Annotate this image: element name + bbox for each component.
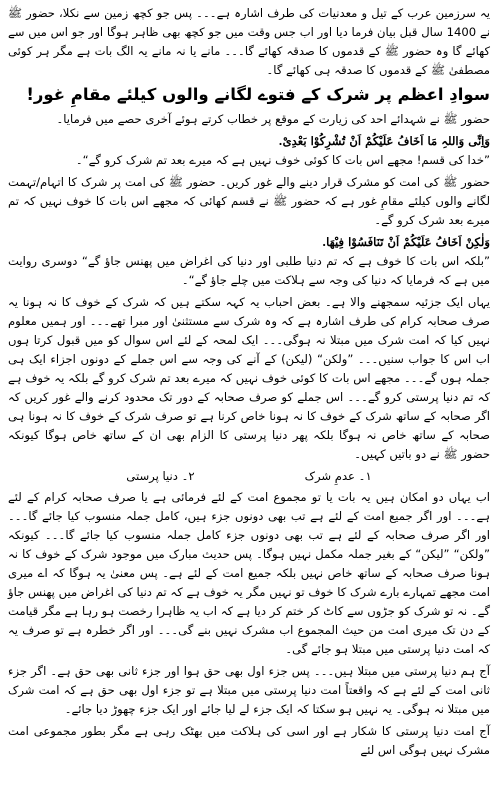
arabic-quote-1: وَاِنِّی وَاللہِ مَا اَخَافُ عَلَیْکُمْ اَنْ تُشْرِکُوْا بَعْدِیْ. <box>278 134 490 148</box>
hadith-intro-paragraph: حضور ﷺ نے شہدائے احد کی زیارت کے موقع پر خطاب کرتے ہوئے آخری حصے میں فرمایا۔ <box>56 112 490 126</box>
translation-2: ”بلکہ اس بات کا خوف ہے کہ تم دنیا طلبی اور دنیا کی اغراض میں پھنس جاؤ گے“ دوسری روایت میں ہے کہ فرمایا کہ دنیا کی وجہ سے ہلاکت میں چلے جاؤ گے“۔ <box>8 254 490 287</box>
closing-paragraph: آج امت دنیا پرستی کا شکار ہے اور اسی کی ہلاکت میں بھٹک رہی ہے مگر بطور مجموعی امت مشرک نہیں ہوگی اس لئے <box>8 724 490 757</box>
points-list <box>8 467 490 486</box>
argument-paragraph: یہاں ایک جزئیہ سمجھنے والا ہے۔ بعض احباب یہ کہہ سکتے ہیں کہ شرک کے خوف کا نہ ہونا یہ صرف صحابہ کرام کی طرف اشارہ ہے کہ وہ شرک سے مستثنیٰ اور مبرا تھے۔۔۔ اور ہمیں معلوم نہیں کیا کہ امت شرک میں مبتلا نہ ہوگی۔۔۔ ایک لمحہ کے لئے اس سوال کو میں قبول کرتا ہوں اب اس کا جواب سنیں۔۔۔ ”ولکن“ (لیکن) کے آنے کی وجہ سے اس جملے کے دونوں اجزاء ایک ہی جملہ ہوں گے۔۔۔ مجھے اس بات کا کوئی خوف نہیں کہ میرے بعد تم شرک کرو گے بلکہ یہ خوف ہے کہ تم دنیا پرستی کرو گے۔۔۔ اس جملے کو صرف صحابہ کے دور تک محدود کرنے والے غور کریں کہ اگر صحابہ کے ساتھ شرک کے خوف کا نہ ہونا خاص کرنا ہے تو صرف شرک کے خوف کا نہ ہونا ہی صحابہ کے ساتھ خاص نہ ہوگا بلکہ پھر دنیا پرستی کا الزام بھی ان کے ساتھ خاص ہوگا کیونکہ حضور ﷺ نے دو باتیں کہیں۔ <box>8 295 490 461</box>
section-heading: سوادِ اعظم پر شرک کے فتوے لگانے والوں کیلئے مقامِ غور! <box>26 85 490 104</box>
point-2: ۲۔ دنیا پرستی <box>126 469 195 483</box>
arabic-quote-2: وَلٰکِنْ اَخَافُ عَلَیْکُمْ اَنْ تَنَافَسُوْا فِیْهَا. <box>322 235 490 249</box>
intro-paragraph: یہ سرزمین عرب کے تیل و معدنیات کی طرف اشارہ ہے۔۔۔ پس جو کچھ زمین سے نکلا، حضور ﷺ نے 1400 سال قبل بیان فرما دیا اور اب جس وقت میں جو کچھ بھی ظاہر ہوگا اور جو اس میں سے کھائے گا وہ حضور ﷺ کے قدموں کا صدقہ کھائے گا۔۔۔ مانے یا نہ مانے یہ الگ بات ہے مگر ہر کوئی مصطفیٰ ﷺ کے قدموں کا صدقہ ہی کھائے گا۔ <box>8 6 490 77</box>
analysis-paragraph: اب یہاں دو امکان ہیں یہ بات یا تو مجموع امت کے لئے فرمائی ہے یا صرف صحابہ کرام کے لئے ہے۔۔۔ اور اگر جمیع امت کے لئے ہے تب بھی دونوں جزء ہیں، کامل جملہ منسوب کیا جائے گا۔۔۔ اور اگر صرف صحابہ کے لئے ہے تب بھی دونوں جزء کامل جملہ منسوب کیا جائے گا۔۔۔ کیونکہ ”ولکن“ ”لیکن“ کے بغیر جملہ مکمل نہیں ہوگا۔ پس حدیث مبارک میں موجود شرک کے خوف کا نہ ہونا صرف صحابہ کے ساتھ خاص نہیں بلکہ جمیع امت کے لئے ہے۔ پس معنیٰ یہ ہوگا کہ اے میری امت مجھے تمہارے بارے شرک کا خوف تو نہیں مگر یہ خوف ہے کہ تم دنیا کی اغراض میں پھنس جاؤ گے۔ نہ تو شرک کو جڑوں سے کاٹ کر ختم کر دیا ہے کہ اب یہ ظاہرا رخصت ہو رہا ہے مگر قیامت کے دن تک میری امت من حیث المجموع اب مشرک نہیں بنے گی۔۔۔ اور اگر خطرہ ہے تو صرف یہ کہ امت دنیا پرستی میں مبتلا ہو جائے گی۔ <box>8 490 490 656</box>
translation-1: ”خدا کی قسم! مجھے اس بات کا کوئی خوف نہیں ہے کہ میرے بعد تم شرک کرو گے“۔ <box>75 153 490 167</box>
point-1: ۱۔ عدمِ شرک <box>304 469 372 483</box>
reflection-paragraph: حضور ﷺ کی امت کو مشرک قرار دینے والے غور کریں۔ حضور ﷺ کی امت پر شرک کا اتہام/تہمت لگانے والوں کیلئے مقامِ غور ہے کہ حضور ﷺ نے قسم کھائی کہ مجھے اس بات کا خوف نہیں کہ تم میرے بعد شرک کرو گے۔ <box>8 175 490 227</box>
conclusion-paragraph: آج ہم دنیا پرستی میں مبتلا ہیں۔۔۔ پس جزء اول بھی حق ہوا اور جزء ثانی بھی حق ہے۔ اگر جزء ثانی امت کے لئے ہے کہ واقعتاً امت دنیا پرستی میں مبتلا ہے تو جزء اول بھی حق ہے کہ امت شرک میں مبتلا نہ ہوگی۔ یہ نہیں ہو سکتا کہ ایک جزء لے لیا جائے اور ایک جزء چھوڑ دیا جائے۔ <box>8 664 490 716</box>
